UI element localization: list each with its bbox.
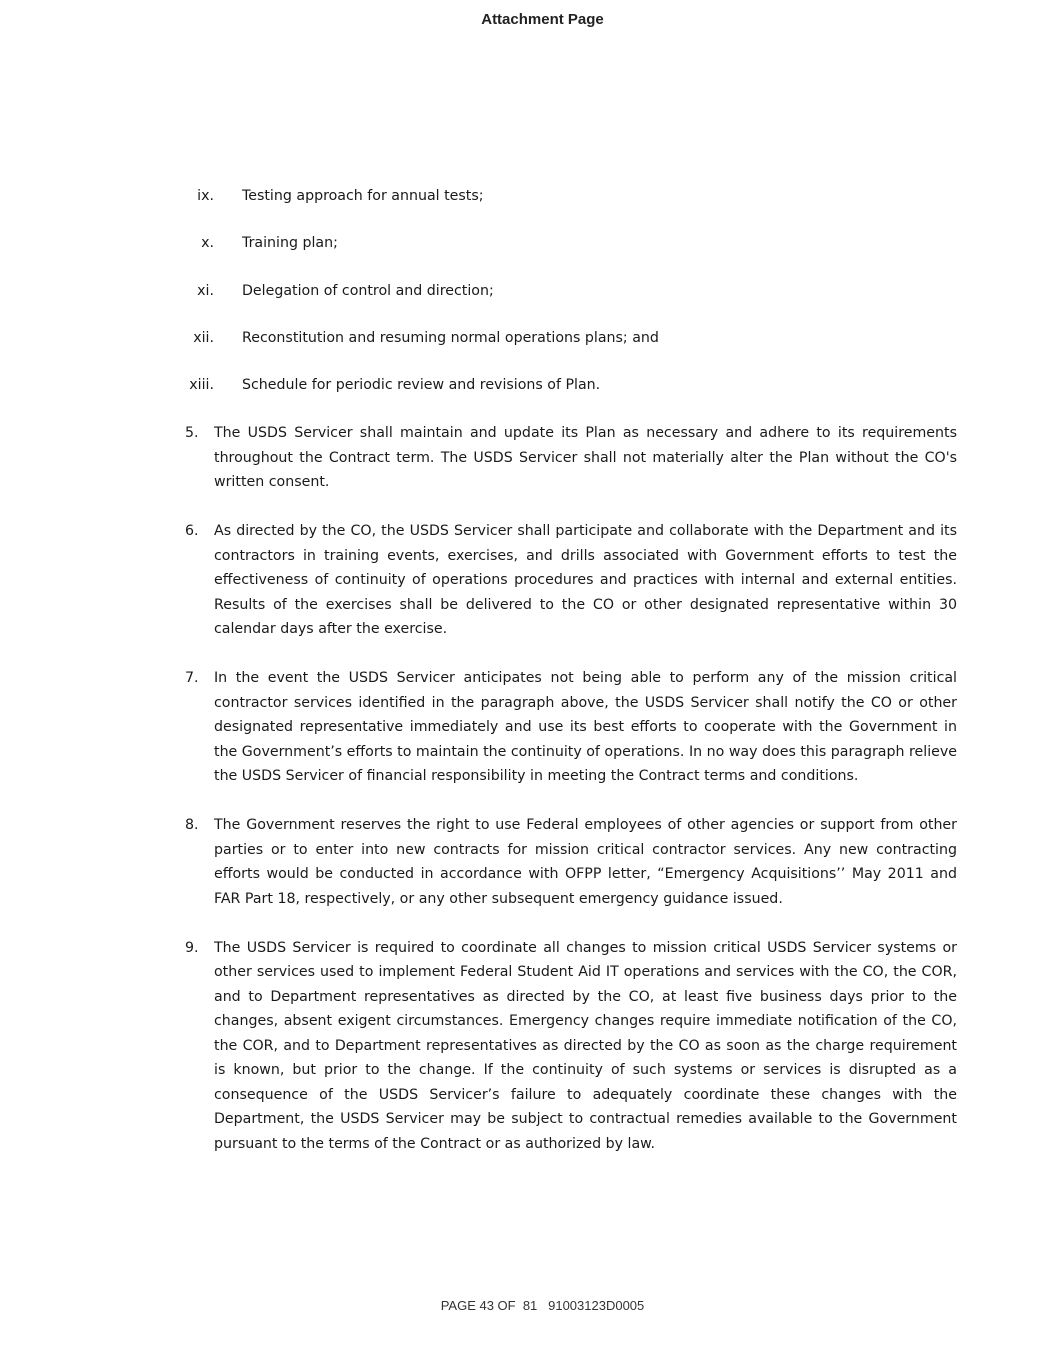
list-item xyxy=(0,279,1055,326)
list-item-number: x. xyxy=(201,235,214,252)
numbered-paragraph-list xyxy=(0,421,1055,1181)
list-item-text: Testing approach for annual tests; xyxy=(242,188,484,204)
page-header-title: Attachment Page xyxy=(481,11,604,28)
list-item xyxy=(0,231,1055,278)
numbered-paragraph xyxy=(0,519,1055,642)
numbered-paragraph xyxy=(0,421,1055,495)
paragraph-number: 9. xyxy=(185,939,199,956)
list-item-text: Reconstitution and resuming normal operations plans; and xyxy=(242,329,659,346)
paragraph-number: 7. xyxy=(185,670,199,686)
paragraph-number: 8. xyxy=(185,817,199,833)
paragraph-text: As directed by the CO, the USDS Servicer shall participate and collaborate with the Department and its contractors in training events, exercises, and drills associated with Government efforts to test the effectiveness of continuity of operations procedures and practices with internal and external entities. Results of the exercises shall be delivered to the CO or other designated representative within 30 calendar days after the exercise. xyxy=(214,523,957,637)
paragraph-text: The USDS Servicer is required to coordinate all changes to mission critical USDS Servicer systems or other services used to implement Federal Student Aid IT operations and services with the CO, the COR, and to Department representatives as directed by the CO, at least five business days prior to the changes, absent exigent circumstances. Emergency changes require immediate notification of the CO, the COR, and to Department representatives as directed by the CO as soon as the charge requirement is known, but prior to the change. If the continuity of such systems or services is disrupted as a consequence of the USDS Servicer’s failure to adequately coordinate these changes with the Department, the USDS Servicer may be subject to contractual remedies available to the Government pursuant to the terms of the Contract or as authorized by law. xyxy=(214,939,957,1152)
list-item-number: ix. xyxy=(197,188,214,204)
list-item xyxy=(0,326,1055,373)
numbered-paragraph xyxy=(0,666,1055,789)
roman-numeral-list xyxy=(0,184,1055,420)
list-item-number: xi. xyxy=(197,282,214,299)
numbered-paragraph xyxy=(0,936,1055,1157)
paragraph-text: The Government reserves the right to use Federal employees of other agencies or support from other parties or to enter into new contracts for mission critical contractor services. Any new contracting efforts would be conducted in accordance with OFPP letter, “Emergency Acquisitions’’ May 2011 and FAR Part 18, respectively, or any other subsequent emergency guidance issued. xyxy=(214,817,957,907)
list-item xyxy=(0,184,1055,231)
list-item-number: xiii. xyxy=(189,377,214,394)
list-item-number: xii. xyxy=(193,329,214,346)
paragraph-text: In the event the USDS Servicer anticipates not being able to perform any of the mission critical contractor services identified in the paragraph above, the USDS Servicer shall notify the CO or other designated representative immediately and use its best efforts to cooperate with the Government in the Government’s efforts to maintain the continuity of operations. In no way does this paragraph relieve the USDS Servicer of financial responsibility in meeting the Contract terms and conditions. xyxy=(214,670,957,784)
numbered-paragraph xyxy=(0,813,1055,911)
paragraph-number: 5. xyxy=(185,425,199,441)
list-item xyxy=(0,373,1055,420)
paragraph-number: 6. xyxy=(185,523,199,539)
page-footer: PAGE 43 OF 81 91003123D0005 xyxy=(440,1298,645,1313)
list-item-text: Delegation of control and direction; xyxy=(242,282,494,299)
list-item-text: Training plan; xyxy=(242,235,338,252)
paragraph-text: The USDS Servicer shall maintain and update its Plan as necessary and adhere to its requirements throughout the Contract term. The USDS Servicer shall not materially alter the Plan without the CO's written consent. xyxy=(214,425,957,490)
list-item-text: Schedule for periodic review and revisions of Plan. xyxy=(242,377,601,394)
